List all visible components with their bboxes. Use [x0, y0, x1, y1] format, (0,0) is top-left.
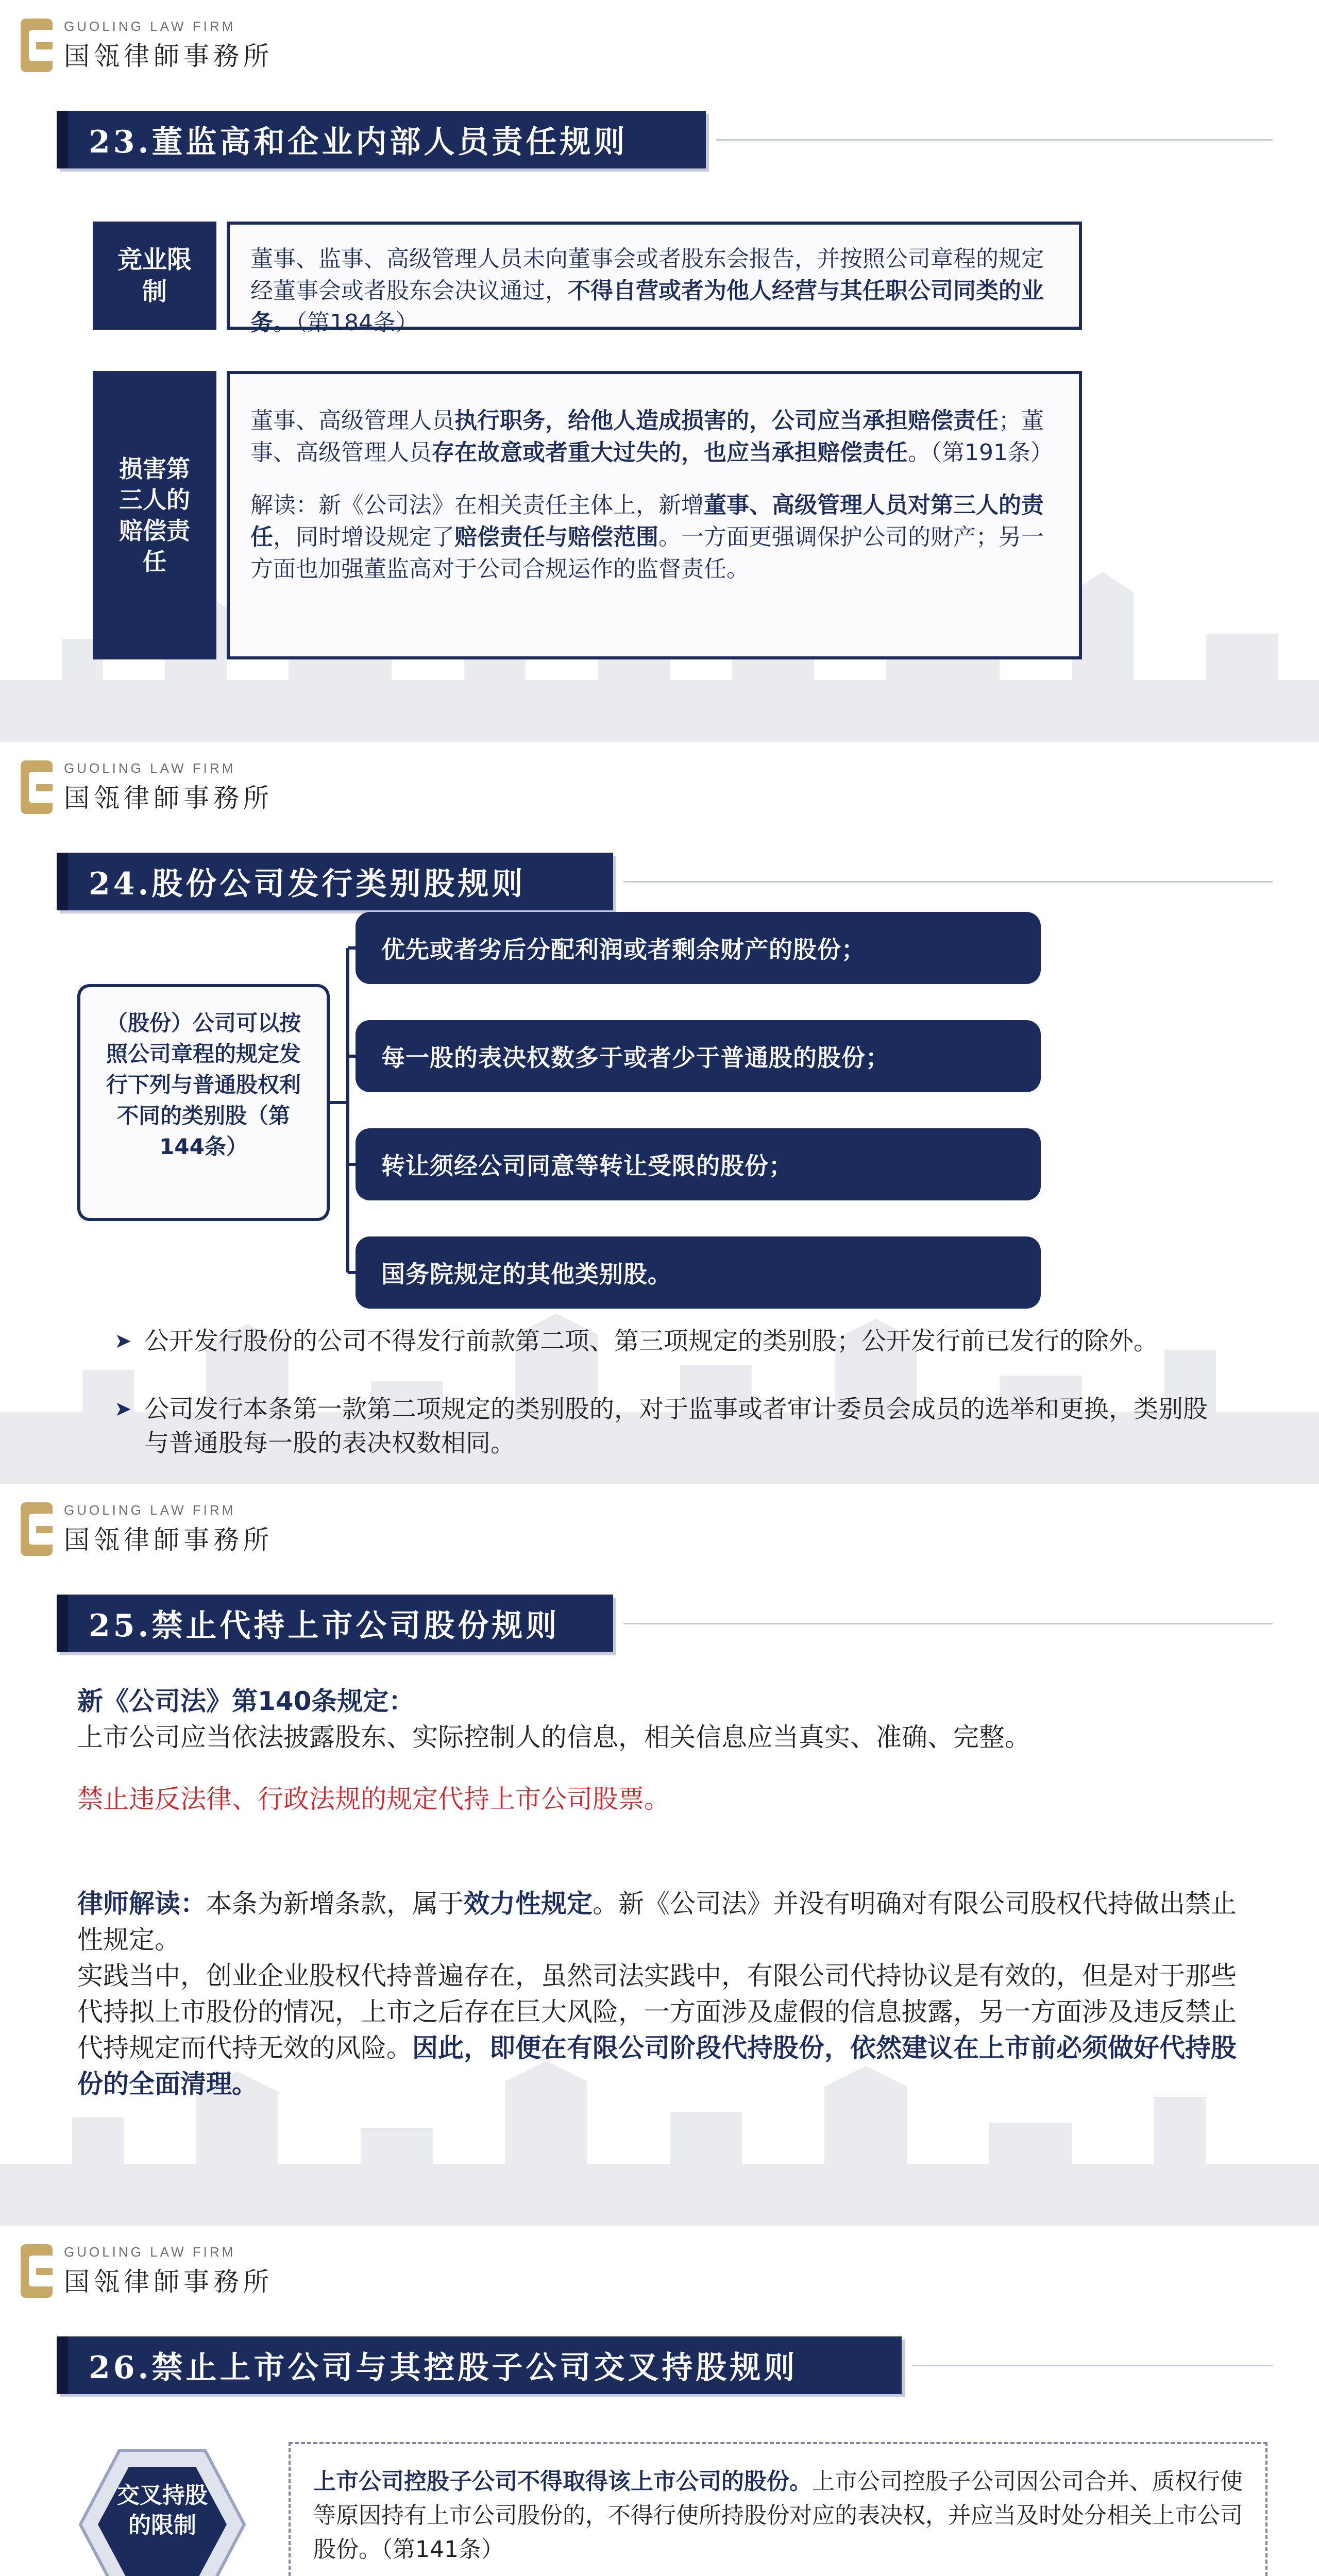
brand-chinese: 国瓴律師事務所: [64, 783, 273, 813]
brand-chinese: 国瓴律師事務所: [64, 41, 273, 71]
section-23-title: 23.董监高和企业内部人员责任规则: [57, 111, 706, 168]
firm-logo-icon: [21, 760, 53, 814]
firm-logo-icon: [21, 1502, 53, 1556]
section-24-panel: [0, 742, 1319, 1484]
class-share-item-3: 转让须经公司同意等转让受限的股份；: [356, 1128, 1041, 1200]
class-share-item-1: 优先或者劣后分配利润或者剩余财产的股份；: [356, 912, 1041, 984]
third-party-liability-box: 董事、高级管理人员执行职务，给他人造成损害的，公司应当承担赔偿责任；董事、高级管理人员存在故意或者重大过失的，也应当承担赔偿责任。（第191条） 解读：新《公司法》在相关责任主体上，新增董事、高级管理人员对第三人的责任，同时增设规定了赔偿责任与赔偿范围。一方面更强调保护公司的财产；另一方面也加强董监高对于公司合规运作的监督责任。: [227, 371, 1082, 659]
brand-header: [21, 2240, 273, 2302]
class-share-main-box: （股份）公司可以按照公司章程的规定发行下列与普通股权利不同的类别股（第144条）: [77, 984, 330, 1221]
law-heading: 新《公司法》第140条规定：: [77, 1686, 415, 1716]
law-line: 上市公司应当依法披露股东、实际控制人的信息，相关信息应当真实、准确、完整。: [77, 1722, 1030, 1752]
class-share-note-2: ➤ 公司发行本条第一款第二项规定的类别股的，对于监事或者审计委员会成员的选举和更换，类别股与普通股每一股的表决权数相同。: [144, 1392, 1226, 1460]
brand-chinese: 国瓴律師事務所: [64, 2266, 273, 2297]
brand-header: [21, 1498, 273, 1560]
firm-logo-icon: [21, 2244, 53, 2298]
class-share-item-4: 国务院规定的其他类别股。: [356, 1236, 1041, 1309]
class-share-item-2: 每一股的表决权数多于或者少于普通股的股份；: [356, 1020, 1041, 1092]
cross-holding-box: 上市公司控股子公司不得取得该上市公司的股份。上市公司控股子公司因公司合并、质权行使等原因持有上市公司股份的，不得行使所持股份对应的表决权，并应当及时处分相关上市公司股份。（第141条）: [289, 2442, 1267, 2576]
ban-line: 禁止违反法律、行政法规的规定代持上市公司股票。: [77, 1784, 670, 1814]
section-23-panel: [0, 0, 1319, 742]
brand-english: GUOLING LAW FIRM: [64, 18, 236, 34]
competition-restriction-label: 竞业限制: [93, 222, 216, 330]
title-rule: [716, 139, 1273, 141]
section-24-title: 24.股份公司发行类别股规则: [57, 853, 613, 910]
brand-english: GUOLING LAW FIRM: [64, 760, 236, 776]
section-26-panel: [0, 2226, 1319, 2576]
title-rule: [623, 1623, 1273, 1624]
section-26-title: 26.禁止上市公司与其控股子公司交叉持股规则: [57, 2336, 902, 2394]
lawyer-interpretation: 律师解读：本条为新增条款，属于效力性规定。新《公司法》并没有明确对有限公司股权代持做出禁止性规定。 实践当中，创业企业股权代持普遍存在，虽然司法实践中，有限公司代持协议是有效的，但是对于那些代持拟上市股份的情况，上市之后存在巨大风险，一方面涉及虚假的信息披露，另一方面涉及违反禁止代持规定而代持无效的风险。因此，即便在有限公司阶段代持股份，依然建议在上市前必须做好代持股份的全面清理。: [77, 1889, 1237, 2099]
brand-header: [21, 756, 273, 818]
third-party-liability-label: 损害第三人的赔偿责任: [93, 371, 216, 659]
competition-restriction-box: 董事、监事、高级管理人员未向董事会或者股东会报告，并按照公司章程的规定经董事会或者股东会决议通过，不得自营或者为他人经营与其任职公司同类的业务。（第184条）: [227, 222, 1082, 330]
cross-holding-label: 交叉持股的限制: [117, 2482, 208, 2538]
section-25-title: 25.禁止代持上市公司股份规则: [57, 1595, 613, 1652]
class-share-note-1: ➤ 公开发行股份的公司不得发行前款第二项、第三项规定的类别股；公开发行前已发行的除外。: [144, 1324, 1226, 1358]
brand-chinese: 国瓴律師事務所: [64, 1524, 273, 1555]
brand-english: GUOLING LAW FIRM: [64, 1502, 236, 1518]
section-25-panel: [0, 1484, 1319, 2226]
brand-english: GUOLING LAW FIRM: [64, 2244, 236, 2260]
title-rule: [912, 2365, 1273, 2366]
title-rule: [623, 881, 1273, 883]
brand-header: [21, 14, 273, 76]
firm-logo-icon: [21, 19, 53, 72]
